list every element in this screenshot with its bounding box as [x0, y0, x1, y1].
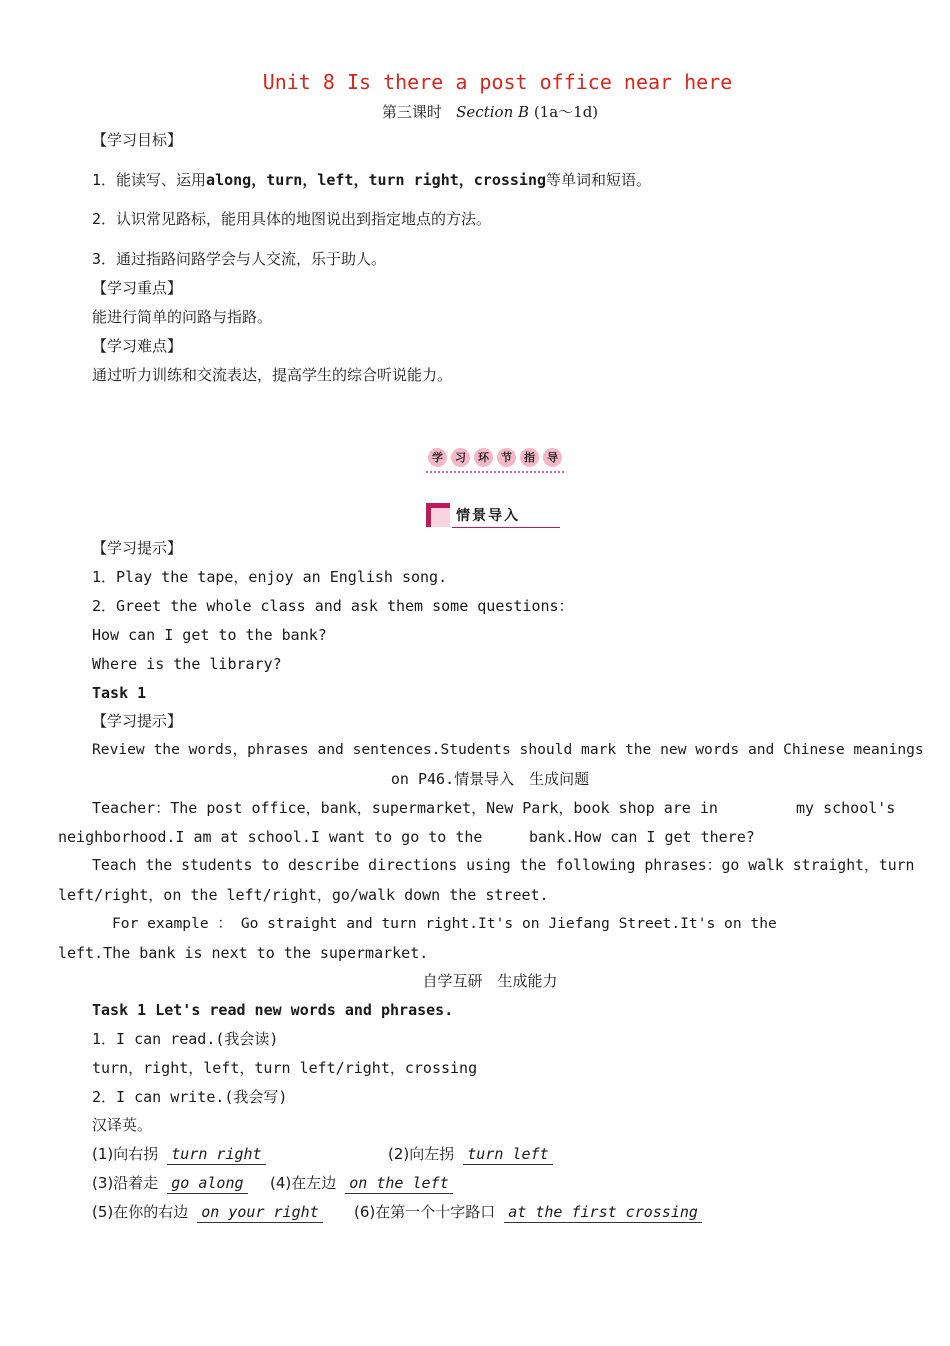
focus-text: 能进行简单的问路与指路。	[92, 308, 273, 326]
hint2-para2b: neighborhood.I am at school.I want to go to the	[58, 828, 483, 846]
badge-char: 节	[497, 448, 516, 467]
objective-2-text: 认识常见路标，能用具体的地图说出到指定地点的方法。	[116, 210, 492, 228]
focus-heading: 【学习重点】	[92, 279, 183, 297]
objective-1-post: 等单词和短语。	[546, 171, 652, 189]
hint2-heading: 【学习提示】	[92, 712, 183, 730]
write-label: 2．I can write.(我会写)	[92, 1088, 288, 1106]
section-label: Section B	[456, 103, 530, 121]
section-range: (1a～1d)	[533, 103, 599, 121]
exercise-question: (1)向右拐	[92, 1145, 159, 1163]
badge-underline	[426, 471, 564, 473]
hint1-question1: How can I get to the bank?	[92, 626, 327, 644]
difficulty-heading: 【学习难点】	[92, 337, 183, 355]
objectives-heading: 【学习目标】	[92, 131, 183, 149]
objective-3	[92, 249, 386, 269]
exercise-question: (4)在左边	[270, 1174, 337, 1192]
hint2-para1a: Review the words，phrases and sentences.Students should mark the new words and Chinese meanings	[92, 741, 924, 758]
task1-label: Task 1	[92, 684, 147, 702]
exercise-2	[388, 1144, 553, 1165]
selfstudy-heading: 自学互研 生成能力	[422, 972, 558, 990]
difficulty-text: 通过听力训练和交流表达，提高学生的综合听说能力。	[92, 366, 453, 384]
hint1-line2: 2．Greet the whole class and ask them some questions：	[92, 597, 574, 615]
section-heading	[426, 503, 560, 529]
hint2-para3a: Teach the students to describe directions using the following phrases：go walk straight，turn	[92, 857, 915, 874]
badge-char: 习	[451, 448, 470, 467]
exercise-answer: on the left	[345, 1173, 452, 1194]
objective-1-pre: 能读写、运用	[116, 171, 207, 189]
hint1-line1: 1．Play the tape，enjoy an English song.	[92, 568, 448, 586]
lesson-label: 第三课时	[381, 103, 442, 121]
exercise-answer: turn right	[167, 1144, 265, 1165]
write-instruction: 汉译英。	[92, 1116, 153, 1134]
hint1-heading: 【学习提示】	[92, 539, 183, 557]
page-title: Unit 8 Is there a post office near here	[262, 70, 733, 94]
exercise-5	[92, 1202, 323, 1223]
objective-3-num: 3．	[92, 250, 117, 268]
section-heading-underline	[452, 527, 560, 528]
exercise-6	[354, 1202, 702, 1223]
hint2-para3b: left/right，on the left/right，go/walk down the street.	[58, 886, 549, 904]
hint1-question2: Where is the library?	[92, 655, 282, 673]
hint2-para1b: on P46.情景导入 生成问题	[390, 770, 590, 788]
badge-char: 学	[428, 448, 447, 467]
task1b-label: Task 1 Let's read new words and phrases.	[92, 1001, 454, 1019]
learning-guide-badge	[426, 448, 564, 474]
objective-1-num: 1．	[92, 171, 117, 189]
objective-1	[92, 170, 651, 190]
exercise-question: (2)向左拐	[388, 1145, 455, 1163]
badge-char: 导	[543, 448, 562, 467]
exercise-4	[270, 1173, 453, 1194]
exercise-answer: at the first crossing	[504, 1202, 702, 1223]
objective-1-words: along，turn，left，turn right，crossing	[206, 171, 547, 189]
page-subtitle	[0, 101, 950, 122]
exercise-question: (6)在第一个十字路口	[354, 1203, 496, 1221]
exercise-answer: turn left	[463, 1144, 552, 1165]
section-square-inner	[431, 508, 450, 527]
objective-3-text: 通过指路问路学会与人交流，乐于助人。	[116, 250, 387, 268]
hint2-para2b-end: bank.How can I get there?	[529, 828, 755, 846]
badge-char: 指	[520, 448, 539, 467]
read-words: turn，right，left，turn left/right，crossing	[92, 1059, 478, 1077]
objective-2	[92, 209, 491, 229]
exercise-question: (5)在你的右边	[92, 1203, 189, 1221]
exercise-3	[92, 1173, 248, 1194]
exercise-1	[92, 1144, 266, 1165]
objective-2-num: 2．	[92, 210, 117, 228]
hint2-para2a-end: my school's	[796, 799, 896, 817]
hint2-para2a: Teacher：The post office，bank，supermarket，New Park，book shop are in	[92, 799, 718, 817]
hint2-para4b: left.The bank is next to the supermarket.	[58, 944, 429, 962]
badge-char: 环	[474, 448, 493, 467]
hint2-para4a: For example ： Go straight and turn right.It's on Jiefang Street.It's on the	[112, 915, 777, 932]
read-label: 1．I can read.(我会读)	[92, 1030, 279, 1048]
exercise-question: (3)沿着走	[92, 1174, 159, 1192]
section-heading-label: 情景导入	[456, 508, 520, 524]
exercise-answer: on your right	[197, 1202, 322, 1223]
exercise-answer: go along	[167, 1173, 247, 1194]
